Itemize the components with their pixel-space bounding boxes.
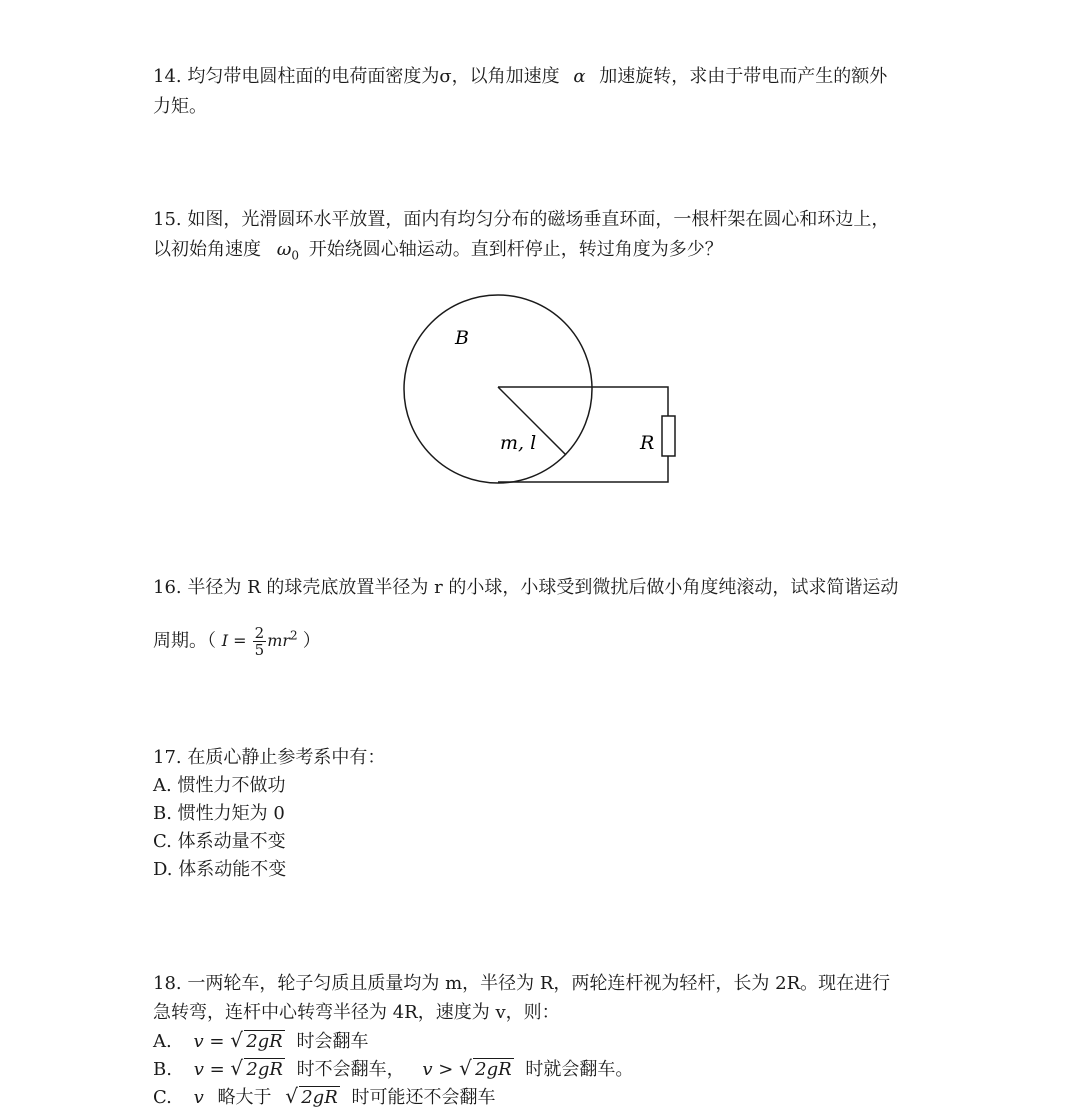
q14-text-a: 14. 均匀带电圆柱面的电荷面密度为σ，以角加速度 [153, 66, 560, 87]
q16-formula: I = $\frac{2}{5}$ $mr^2$ [221, 624, 298, 660]
resistor [662, 416, 675, 456]
q18-option-c: C. v 略大于 √ 2gR 时可能还不会翻车 [153, 1084, 496, 1108]
q16-line-2 [153, 616, 321, 661]
q15-omega: $\omega_0$ [276, 239, 300, 263]
q15-text-a: 以初始角速度 [153, 239, 261, 260]
q16-text-a: 周期。（ [153, 630, 216, 652]
q15-line-1: 15. 如图，光滑圆环水平放置，面内有均匀分布的磁场垂直环面，一根杆架在圆心和环边上， [153, 209, 890, 230]
q14-line-1 [153, 63, 887, 91]
label-R: R [640, 432, 655, 454]
q17-option-c: C. 体系动量不变 [153, 831, 286, 852]
q14-text-b: 加速旋转，求由于带电而产生的额外 [599, 66, 888, 87]
q15-text-b: 开始绕圆心轴运动。直到杆停止，转过角度为多少？ [308, 239, 723, 260]
q18-line-2: 急转弯，连杆中心转弯半径为 4R，速度为 v，则： [153, 1002, 560, 1023]
q17-option-a: A. 惯性力不做功 [153, 775, 286, 796]
q14-alpha: α [573, 66, 586, 87]
label-B: B [455, 327, 469, 349]
q17-stem: 17. 在质心静止参考系中有： [153, 747, 386, 768]
q15-circuit-figure [395, 285, 695, 495]
q16-text-b: ） [302, 630, 321, 652]
wire-bottom [498, 456, 668, 482]
q16-line-1: 16. 半径为 R 的球壳底放置半径为 r 的小球，小球受到微扰后做小角度纯滚动，试求简谐运动 [153, 577, 899, 598]
q18-option-b: B. v = √ 2gR 时不会翻车， v > √ 2gR 时就会翻车。 [153, 1056, 634, 1080]
label-rod: m, l [500, 432, 537, 454]
q18-line-1: 18. 一两轮车，轮子匀质且质量均为 m，半径为 R，两轮连杆视为轻杆，长为 2R。现在进行 [153, 973, 891, 994]
ring-circle [404, 295, 592, 483]
q18-option-a: A. v = √ 2gR 时会翻车 [153, 1028, 369, 1052]
q15-line-2 [153, 236, 723, 270]
q17-option-d: D. 体系动能不变 [153, 859, 287, 880]
q14-line-2: 力矩。 [153, 96, 207, 117]
q17-option-b: B. 惯性力矩为 0 [153, 803, 285, 824]
